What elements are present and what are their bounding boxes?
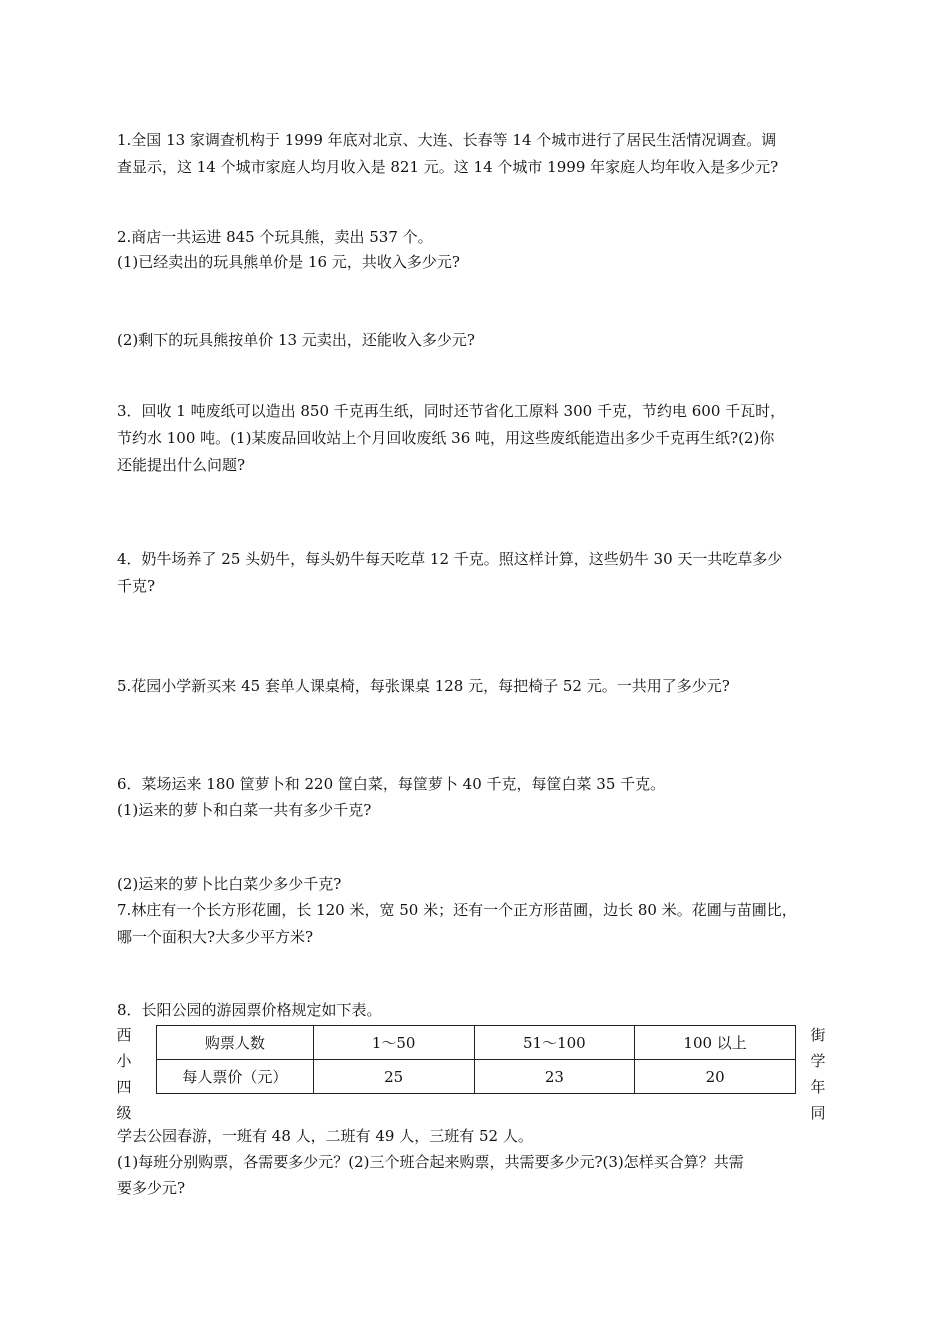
q8-left-vertical-text <box>114 1022 134 1126</box>
q2-line-3: (2)剩下的玩具熊按单价 13 元卖出，还能收入多少元? <box>117 331 475 349</box>
table-cell: 每人票价（元） <box>157 1060 314 1094</box>
q8-line-1: 8．长阳公园的游园票价格规定如下表。 <box>117 1001 382 1019</box>
table-cell: 购票人数 <box>157 1026 314 1060</box>
q8-right-char: 同 <box>810 1104 826 1122</box>
table-cell: 1～50 <box>313 1026 474 1060</box>
q7-line-2: 哪一个面积大?大多少平方米? <box>117 928 314 946</box>
table-row <box>157 1060 796 1094</box>
q1-line-1: 1.全国 13 家调查机构于 1999 年底对北京、大连、长春等 14 个城市进行了居民生活情况调查。调 <box>117 131 777 149</box>
q3-line-3: 还能提出什么问题? <box>117 456 246 474</box>
q6-line-2: (1)运来的萝卜和白菜一共有多少千克? <box>117 801 372 819</box>
q8-left-char: 四 <box>116 1078 132 1096</box>
q7-line-1: 7.林庄有一个长方形花圃，长 120 米，宽 50 米；还有一个正方形苗圃，边长 80 米。花圃与苗圃比， <box>117 901 797 919</box>
q8-right-char: 学 <box>810 1052 826 1070</box>
q6-line-1: 6．菜场运来 180 筐萝卜和 220 筐白菜，每筐萝卜 40 千克，每筐白菜 35 千克。 <box>117 775 666 793</box>
q8-right-char: 年 <box>810 1078 826 1096</box>
q3-line-2: 节约水 100 吨。(1)某废品回收站上个月回收废纸 36 吨，用这些废纸能造出多少千克再生纸?(2)你 <box>117 429 775 447</box>
table-row <box>157 1026 796 1060</box>
q2-line-1: 2.商店一共运进 845 个玩具熊，卖出 537 个。 <box>117 228 433 246</box>
q8-line-2: 学去公园春游，一班有 48 人，二班有 49 人，三班有 52 人。 <box>117 1127 533 1145</box>
table-cell: 20 <box>635 1060 796 1094</box>
q8-right-vertical-text <box>808 1022 828 1126</box>
q8-left-char: 级 <box>116 1104 132 1122</box>
table-cell: 23 <box>474 1060 635 1094</box>
q8-right-char: 街 <box>810 1026 826 1044</box>
q2-line-2: (1)已经卖出的玩具熊单价是 16 元，共收入多少元? <box>117 253 460 271</box>
q4-line-2: 千克? <box>117 577 156 595</box>
table-cell: 100 以上 <box>635 1026 796 1060</box>
q8-left-char: 小 <box>116 1052 132 1070</box>
table-cell: 51～100 <box>474 1026 635 1060</box>
q1-line-2: 查显示，这 14 个城市家庭人均月收入是 821 元。这 14 个城市 1999 年家庭人均年收入是多少元? <box>117 158 779 176</box>
q5-line-1: 5.花园小学新买来 45 套单人课桌椅，每张课桌 128 元，每把椅子 52 元。一共用了多少元? <box>117 677 730 695</box>
q8-left-char: 西 <box>116 1026 132 1044</box>
q4-line-1: 4．奶牛场养了 25 头奶牛，每头奶牛每天吃草 12 千克。照这样计算，这些奶牛 30 天一共吃草多少 <box>117 550 783 568</box>
table-cell: 25 <box>313 1060 474 1094</box>
ticket-price-table <box>156 1025 796 1094</box>
q8-line-3: (1)每班分别购票，各需要多少元？(2)三个班合起来购票，共需要多少元?(3)怎样买合算？共需 <box>117 1153 744 1171</box>
q6-line-3: (2)运来的萝卜比白菜少多少千克? <box>117 875 342 893</box>
q3-line-1: 3．回收 1 吨废纸可以造出 850 千克再生纸，同时还节省化工原料 300 千克，节约电 600 千瓦时， <box>117 402 786 420</box>
q8-line-4: 要多少元? <box>117 1179 186 1197</box>
